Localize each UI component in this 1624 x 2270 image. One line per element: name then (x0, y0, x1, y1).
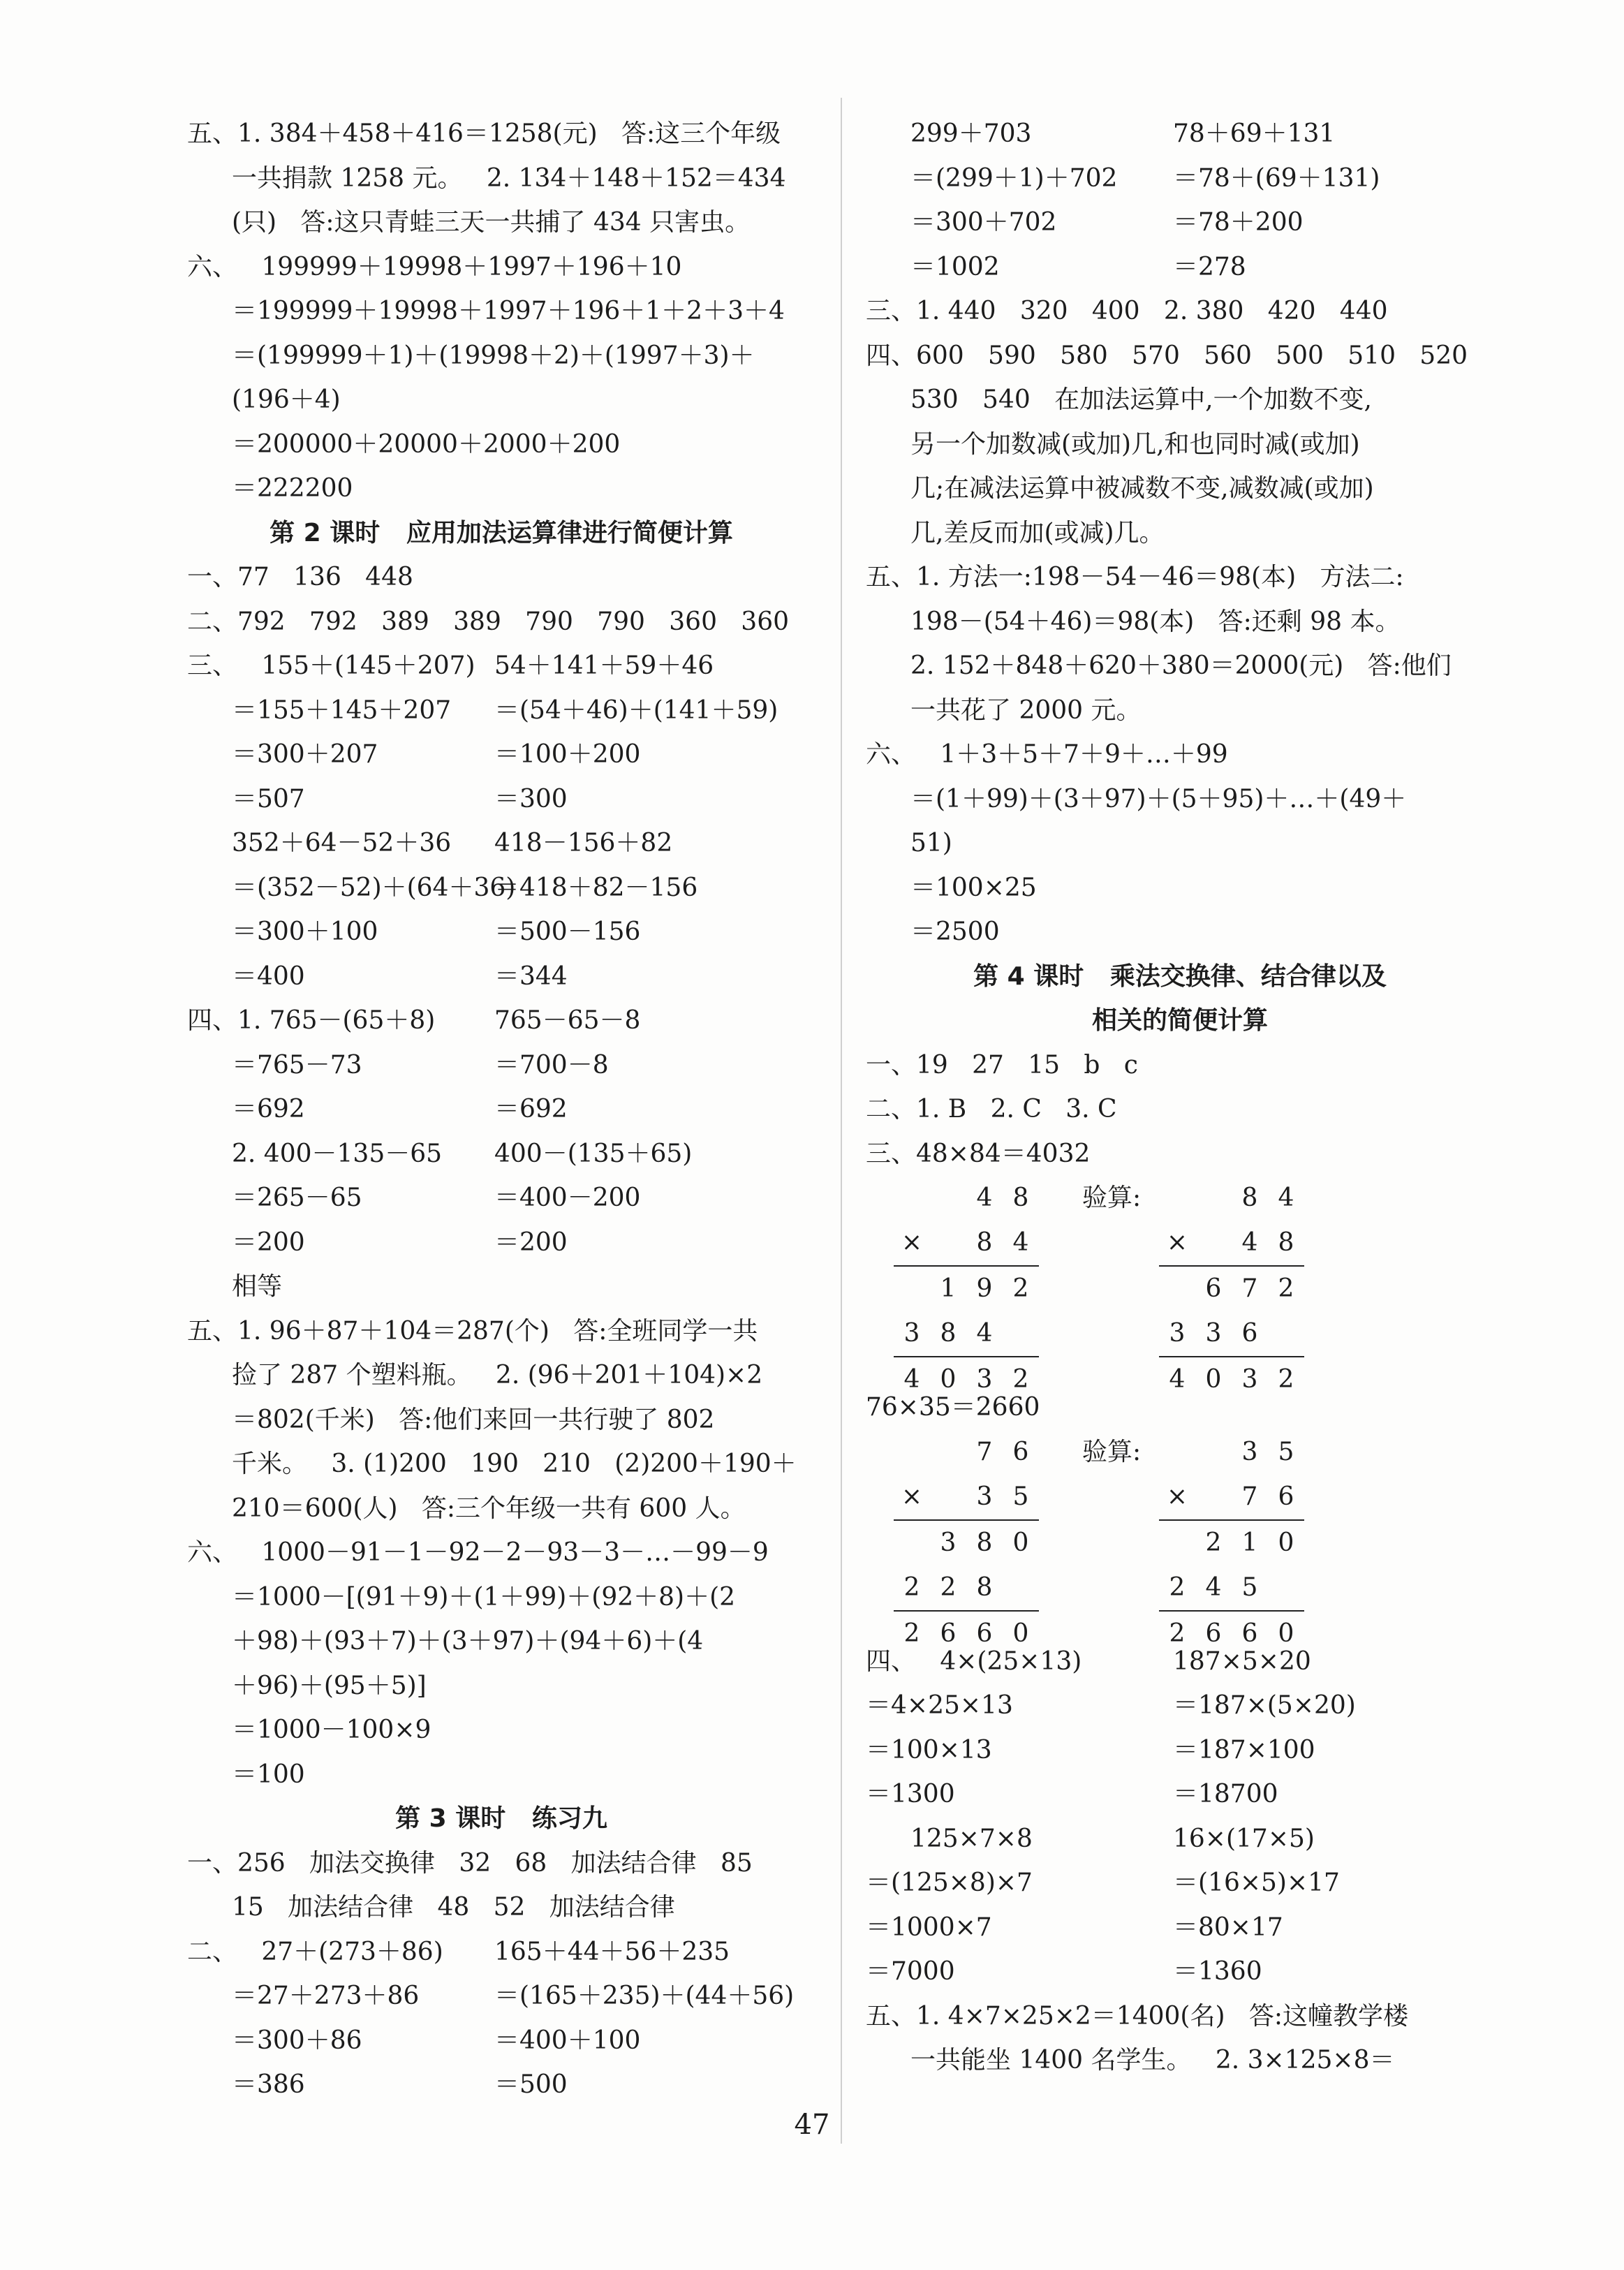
calc-line: ＝(125×8)×7 (866, 1869, 1033, 1897)
calc-line: ＝418＋82－156 (494, 873, 698, 902)
left-column (187, 112, 815, 2107)
digit-cell: 3 (976, 1482, 993, 1511)
multiplication-row (1159, 1565, 1304, 1610)
text-line: 198－(54＋46)＝98(本) 答:还剩 98 本。 (910, 607, 1401, 636)
digit-cell: 8 (1241, 1184, 1258, 1212)
digit-cell: 6 (1205, 1619, 1222, 1648)
text-line: 三、1. 440 320 400 2. 380 420 440 (866, 297, 1388, 325)
calc-line: ＝765－73 (232, 1050, 362, 1079)
calc-line: ＝400 (232, 961, 305, 991)
calc-line: ＝200 (494, 1228, 568, 1257)
calc-line: 二、 27＋(273＋86) (187, 1937, 443, 1966)
text-line: 几,差反而加(或减)几。 (910, 518, 1165, 547)
calc-line: ＝300＋702 (910, 208, 1057, 237)
calc-line: ＝344 (494, 961, 568, 991)
digit-cell: 4 (976, 1184, 993, 1212)
multiplication-table (1159, 1176, 1304, 1402)
digit-cell: 4 (1205, 1572, 1222, 1602)
text-line: ＝1000－100×9 (232, 1716, 431, 1744)
calc-pair (866, 1817, 1494, 1994)
digit-cell (894, 1521, 930, 1565)
calc-line: ＝(16×5)×17 (1173, 1869, 1340, 1897)
digit-cell: 4 (1278, 1184, 1294, 1212)
calc-line: ＝400＋100 (494, 2026, 641, 2055)
digit-cell: 4 (1241, 1228, 1258, 1257)
text-line: 五、1. 96＋87＋104＝287(个) 答:全班同学一共 (187, 1316, 758, 1346)
calc-line: ＝100＋200 (494, 740, 641, 769)
digit-cell: 0 (1278, 1619, 1294, 1648)
text-line: ＋96)＋(95＋5)] (232, 1671, 427, 1700)
text-line: 三、48×84＝4032 (866, 1139, 1091, 1168)
digit-cell (1195, 1430, 1232, 1475)
calc-line: ＝278 (1173, 252, 1246, 281)
multiplication-row (894, 1311, 1039, 1356)
digit-cell: 4 (903, 1365, 920, 1394)
calc-line: ＝4×25×13 (866, 1691, 1013, 1720)
calc-line: ＝78＋200 (1173, 208, 1304, 237)
text-line: 530 540 在加法运算中,一个加数不变, (910, 385, 1372, 414)
section-heading: 第 2 课时 应用加法运算律进行简便计算 (270, 518, 733, 547)
digit-cell: 0 (1205, 1365, 1222, 1394)
verify-label: 验算: (1082, 1184, 1142, 1212)
digit-cell (1003, 1565, 1039, 1610)
calc-line: 2. 400－135－65 (232, 1139, 443, 1168)
calc-line: ＝692 (494, 1095, 568, 1123)
digit-cell (1159, 1521, 1195, 1565)
calc-line: ＝1360 (1173, 1957, 1262, 1986)
calc-line: 四、 4×(25×13) (866, 1646, 1082, 1676)
right-column (866, 112, 1494, 2083)
calc-pair (187, 644, 815, 821)
digit-cell (1003, 1311, 1039, 1356)
page-number: 47 (794, 2109, 830, 2141)
digit-cell: 2 (1169, 1619, 1186, 1648)
calc-line: 四、1. 765－(65＋8) (187, 1006, 436, 1035)
digit-cell (930, 1430, 966, 1475)
digit-cell (1268, 1311, 1304, 1356)
text-line: ＝222200 (232, 474, 353, 503)
calc-line: ＝500－156 (494, 917, 641, 946)
digit-cell (1159, 1267, 1195, 1311)
text-line: 51) (910, 829, 952, 857)
digit-cell: 3 (940, 1528, 957, 1557)
calc-line: ＝265－65 (232, 1184, 362, 1212)
text-line: 2. 152＋848＋620＋380＝2000(元) 答:他们 (910, 651, 1452, 680)
calc-line: ＝(54＋46)＋(141＋59) (494, 695, 778, 725)
section-heading: 相关的简便计算 (1091, 1006, 1268, 1035)
digit-cell: 9 (976, 1274, 993, 1303)
digit-cell (1159, 1430, 1195, 1475)
digit-cell: 5 (1012, 1482, 1029, 1511)
digit-cell: 6 (1012, 1437, 1029, 1466)
calc-pair (187, 998, 815, 1132)
text-line: ＝200000＋20000＋2000＋200 (232, 429, 621, 459)
text-line: ＝199999＋19998＋1997＋196＋1＋2＋3＋4 (232, 297, 785, 325)
multiplication-row (1159, 1311, 1304, 1356)
text-line: ＝(199999＋1)＋(19998＋2)＋(1997＋3)＋ (232, 341, 755, 370)
calc-line: ＝200 (232, 1228, 305, 1257)
digit-cell: 2 (1278, 1274, 1294, 1303)
calc-line: ＝300＋100 (232, 917, 378, 946)
calc-pair (187, 821, 815, 998)
text-line: 另一个加数减(或加)几,和也同时减(或加) (910, 429, 1360, 459)
text-line: 千米。 3. (1)200 190 210 (2)200＋190＋ (232, 1450, 797, 1478)
text-line: 六、 1＋3＋5＋7＋9＋…＋99 (866, 740, 1228, 769)
calc-line: 78＋69＋131 (1173, 119, 1336, 148)
multiplication-row (894, 1475, 1039, 1519)
digit-cell: 6 (976, 1619, 993, 1648)
digit-cell: 4 (1012, 1228, 1029, 1257)
multiplication-row (1159, 1265, 1304, 1311)
digit-cell: 7 (1241, 1482, 1258, 1511)
digit-cell: 8 (940, 1319, 957, 1348)
digit-cell: × (1166, 1482, 1188, 1511)
text-line: 一、19 27 15 b c (866, 1050, 1138, 1079)
vertical-multiplication-block (866, 1430, 1494, 1648)
digit-cell (894, 1267, 930, 1311)
digit-cell: 3 (1205, 1319, 1222, 1348)
calc-line: ＝187×100 (1173, 1735, 1315, 1764)
calc-line: ＝700－8 (494, 1050, 609, 1079)
text-line: ＝100×25 (910, 873, 1037, 902)
calc-line: ＝1000×7 (866, 1912, 992, 1942)
calc-line: 125×7×8 (910, 1824, 1033, 1853)
multiplication-row (1159, 1475, 1304, 1519)
calc-line: ＝507 (232, 784, 305, 813)
calc-line: ＝7000 (866, 1957, 955, 1986)
digit-cell: 8 (1278, 1228, 1294, 1257)
calc-line: ＝300 (494, 784, 568, 813)
text-line: 210＝600(人) 答:三个年级一共有 600 人。 (232, 1494, 746, 1523)
digit-cell (930, 1475, 966, 1519)
calc-line: ＝1300 (866, 1780, 955, 1808)
digit-cell: 8 (1012, 1184, 1029, 1212)
text-line: 一、77 136 448 (187, 563, 413, 591)
digit-cell: 2 (1012, 1274, 1029, 1303)
calc-line: 418－156＋82 (494, 829, 673, 857)
multiplication-row (1159, 1519, 1304, 1565)
digit-cell: 4 (1169, 1365, 1186, 1394)
calc-line: ＝(165＋235)＋(44＋56) (494, 1982, 795, 2010)
digit-cell (1195, 1475, 1232, 1519)
text-line: 几;在减法运算中被减数不变,减数减(或加) (910, 474, 1374, 503)
calc-line: ＝27＋273＋86 (232, 1982, 420, 2010)
multiplication-row (894, 1565, 1039, 1610)
digit-cell (930, 1221, 966, 1265)
calc-line: ＝500 (494, 2070, 568, 2099)
digit-cell: 8 (976, 1572, 993, 1602)
section-heading: 第 4 课时 乘法交换律、结合律以及 (973, 961, 1387, 991)
calc-line: 三、 155＋(145＋207) (187, 651, 475, 680)
text-line: 二、792 792 389 389 790 790 360 360 (187, 607, 790, 636)
multiplication-row (894, 1176, 1039, 1221)
digit-cell: 4 (976, 1319, 993, 1348)
digit-cell: 2 (1012, 1365, 1029, 1394)
text-line: 一共花了 2000 元。 (910, 695, 1142, 725)
multiplication-row (894, 1430, 1039, 1475)
digit-cell: 5 (1241, 1572, 1258, 1602)
text-line: 15 加法结合律 48 52 加法结合律 (232, 1893, 675, 1922)
text-line: ＝(1＋99)＋(3＋97)＋(5＋95)＋…＋(49＋ (910, 784, 1407, 813)
calc-pair (187, 1132, 815, 1265)
text-line: 76×35＝2660 (866, 1393, 1040, 1422)
calc-line: 299＋703 (910, 119, 1032, 148)
calc-pair (866, 1639, 1494, 1817)
text-line: ＝2500 (910, 917, 1000, 946)
digit-cell (930, 1176, 966, 1221)
multiplication-table (894, 1176, 1039, 1402)
text-line: 六、 1000－91－1－92－2－93－3－…－99－9 (187, 1538, 769, 1567)
digit-cell (1268, 1565, 1304, 1610)
text-line: 一共捐款 1258 元。 2. 134＋148＋152＝434 (232, 163, 786, 193)
digit-cell: 1 (1241, 1528, 1258, 1557)
digit-cell: 2 (1278, 1365, 1294, 1394)
digit-cell (894, 1430, 930, 1475)
digit-cell: 6 (1205, 1274, 1222, 1303)
text-line: 四、600 590 580 570 560 500 510 520 (866, 341, 1468, 370)
digit-cell: 6 (940, 1619, 957, 1648)
digit-cell: 0 (940, 1365, 957, 1394)
text-line: 一共能坐 1400 名学生。 2. 3×125×8＝ (910, 2046, 1395, 2074)
calc-line: 165＋44＋56＋235 (494, 1937, 730, 1966)
digit-cell: × (901, 1482, 923, 1511)
text-line: 五、1. 384＋458＋416＝1258(元) 答:这三个年级 (187, 119, 781, 148)
digit-cell: 2 (903, 1572, 920, 1602)
text-line: 六、 199999＋19998＋1997＋196＋10 (187, 252, 682, 281)
multiplication-table (1159, 1430, 1304, 1656)
calc-line: ＝78＋(69＋131) (1173, 163, 1380, 193)
text-line: ＝1000－[(91＋9)＋(1＋99)＋(92＋8)＋(2 (232, 1582, 736, 1612)
section-heading: 第 3 课时 练习九 (395, 1804, 607, 1833)
digit-cell: 2 (903, 1619, 920, 1648)
digit-cell: 3 (1241, 1437, 1258, 1466)
multiplication-row (894, 1221, 1039, 1265)
text-line: 捡了 287 个塑料瓶。 2. (96＋201＋104)×2 (232, 1361, 763, 1390)
digit-cell: 0 (1012, 1528, 1029, 1557)
digit-cell: × (901, 1228, 923, 1257)
digit-cell: × (1166, 1228, 1188, 1257)
digit-cell (1195, 1176, 1232, 1221)
calc-line: ＝80×17 (1173, 1912, 1283, 1942)
text-line: 一、256 加法交换律 32 68 加法结合律 85 (187, 1848, 753, 1878)
text-line: ＝802(千米) 答:他们来回一共行驶了 802 (232, 1405, 715, 1434)
text-line: ＋98)＋(93＋7)＋(3＋97)＋(94＋6)＋(4 (232, 1627, 704, 1656)
calc-line: ＝187×(5×20) (1173, 1691, 1356, 1720)
text-line: (只) 答:这只青蛙三天一共捕了 434 只害虫。 (232, 208, 751, 237)
digit-cell: 2 (940, 1572, 957, 1602)
digit-cell: 2 (1169, 1572, 1186, 1602)
digit-cell: 7 (1241, 1274, 1258, 1303)
digit-cell (1195, 1221, 1232, 1265)
calc-line: 187×5×20 (1173, 1646, 1311, 1676)
calc-line: ＝155＋145＋207 (232, 695, 452, 725)
text-line: ＝100 (232, 1760, 305, 1789)
digit-cell: 0 (1278, 1528, 1294, 1557)
multiplication-table (894, 1430, 1039, 1656)
digit-cell (894, 1176, 930, 1221)
column-divider (841, 98, 842, 2144)
calc-line: 352＋64－52＋36 (232, 829, 452, 857)
calc-line: 400－(135＋65) (494, 1139, 693, 1168)
multiplication-row (1159, 1176, 1304, 1221)
calc-pair (866, 112, 1494, 289)
calc-line: ＝(299＋1)＋702 (910, 163, 1118, 193)
verify-label: 验算: (1082, 1437, 1142, 1466)
multiplication-row (1159, 1430, 1304, 1475)
digit-cell: 7 (976, 1437, 993, 1466)
vertical-multiplication-block (866, 1176, 1494, 1394)
text-line: (196＋4) (232, 385, 341, 414)
calc-line: 54＋141＋59＋46 (494, 651, 714, 680)
digit-cell: 3 (976, 1365, 993, 1394)
digit-cell: 2 (1205, 1528, 1222, 1557)
calc-line: ＝100×13 (866, 1735, 992, 1764)
calc-line: ＝692 (232, 1095, 305, 1123)
text-line: 五、1. 方法一:198－54－46＝98(本) 方法二: (866, 563, 1404, 591)
multiplication-row (1159, 1221, 1304, 1265)
calc-line: ＝1002 (910, 252, 1000, 281)
calc-line: ＝18700 (1173, 1780, 1278, 1808)
text-line: 二、1. B 2. C 3. C (866, 1095, 1117, 1123)
digit-cell: 6 (1241, 1619, 1258, 1648)
text-line: 相等 (232, 1272, 283, 1301)
calc-line: ＝(352－52)＋(64＋36) (232, 873, 516, 902)
digit-cell: 1 (940, 1274, 957, 1303)
text-line: 五、1. 4×7×25×2＝1400(名) 答:这幢教学楼 (866, 2001, 1408, 2031)
digit-cell: 5 (1278, 1437, 1294, 1466)
digit-cell: 3 (1169, 1319, 1186, 1348)
multiplication-row (894, 1265, 1039, 1311)
calc-line: 765－65－8 (494, 1006, 641, 1035)
calc-pair (187, 1930, 815, 2107)
calc-line: ＝386 (232, 2070, 305, 2099)
digit-cell: 3 (1241, 1365, 1258, 1394)
digit-cell: 8 (976, 1528, 993, 1557)
multiplication-row (894, 1519, 1039, 1565)
calc-line: ＝400－200 (494, 1184, 641, 1212)
calc-line: 16×(17×5) (1173, 1824, 1315, 1853)
calc-line: ＝300＋207 (232, 740, 378, 769)
digit-cell: 6 (1278, 1482, 1294, 1511)
digit-cell (1159, 1176, 1195, 1221)
calc-line: ＝300＋86 (232, 2026, 362, 2055)
digit-cell: 3 (903, 1319, 920, 1348)
digit-cell: 8 (976, 1228, 993, 1257)
digit-cell: 6 (1241, 1319, 1258, 1348)
digit-cell: 0 (1012, 1619, 1029, 1648)
